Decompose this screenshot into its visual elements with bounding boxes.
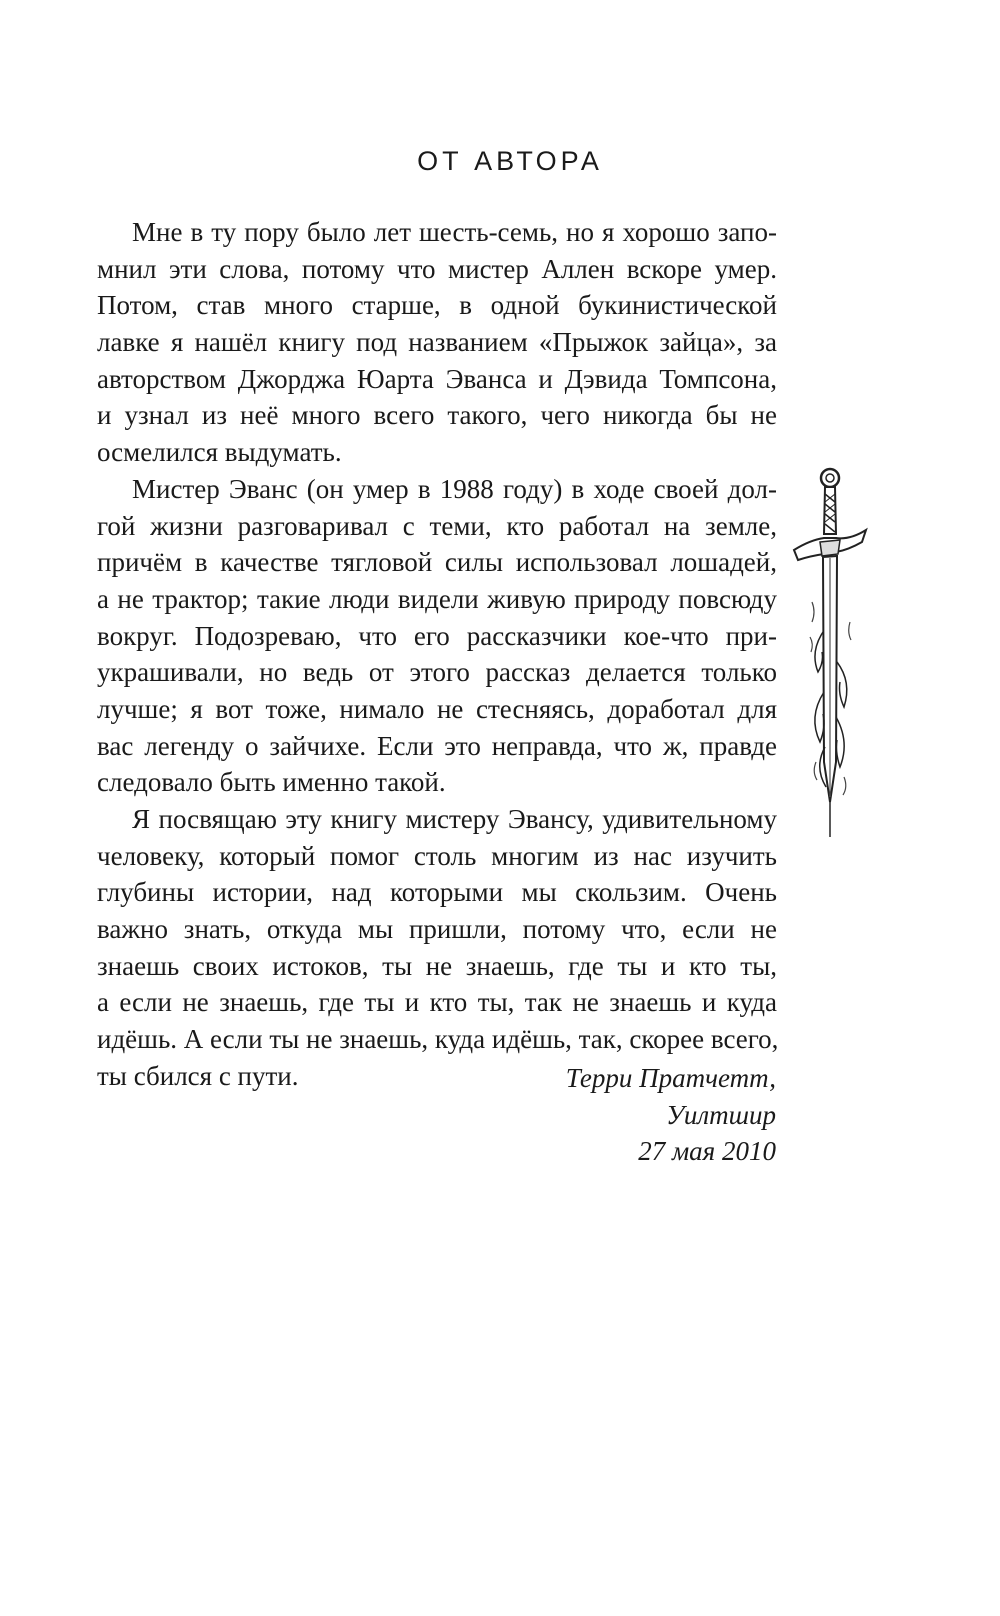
text-line: лучше; я вот тоже, нимало не стесняясь, доработал для — [97, 693, 777, 724]
signature-author: Терри Пратчетт, — [565, 1063, 776, 1093]
text-line: и узнал из неё много всего такого, чего никогда бы не — [97, 400, 777, 431]
text-line: идёшь. А если ты не знаешь, куда идёшь, так, скорее всего, — [97, 1024, 779, 1055]
text-line: важно знать, откуда мы пришли, потому что, если не — [97, 914, 777, 945]
signature-date: 27 мая 2010 — [638, 1136, 776, 1167]
text-line: лавке я нашёл книгу под названием «Прыжок зайца», за — [97, 327, 777, 358]
sword-icon — [790, 462, 870, 842]
text-line: вокруг. Подозреваю, что его рассказчики кое-что при- — [97, 620, 777, 651]
text-line: глубины истории, над которыми мы скользим. Очень — [97, 877, 777, 908]
signature-place: Уилтшир — [666, 1099, 776, 1130]
text-line: человеку, который помог столь многим из нас изучить — [97, 840, 777, 871]
text-line: гой жизни разговаривал с теми, кто работал на земле, — [97, 510, 777, 541]
text-line: следовало быть именно такой. — [97, 767, 446, 798]
text-line: Мне в ту пору было лет шесть-семь, но я хорошо запо- — [132, 217, 777, 247]
text-line: Мистер Эванс (он умер в 1988 году) в ходе своей дол- — [132, 473, 777, 504]
text-line: осмелился выдумать. — [97, 437, 342, 468]
text-line: а если не знаешь, где ты и кто ты, так не знаешь и куда — [97, 987, 777, 1018]
text-line: Потом, став много старше, в одной букинистической — [97, 290, 777, 321]
page-title: ОТ АВТОРА — [417, 146, 603, 176]
text-line: причём в качестве тягловой силы использовал лошадей, — [97, 547, 777, 578]
text-line: а не трактор; такие люди видели живую природу повсюду — [97, 583, 777, 614]
signature-block — [566, 1060, 776, 1170]
text-line: украшивали, но ведь от этого рассказ делается только — [97, 657, 777, 688]
body-text — [97, 214, 777, 1095]
text-line: ты сбился с пути. — [97, 1060, 299, 1091]
text-line: знаешь своих истоков, ты не знаешь, где ты и кто ты, — [97, 950, 777, 981]
text-line: мнил эти слова, потому что мистер Аллен вскоре умер. — [97, 253, 777, 284]
text-line: Я посвящаю эту книгу мистеру Эвансу, удивительному — [132, 804, 777, 834]
text-line: авторством Джорджа Юарта Эванса и Дэвида Томпсона, — [97, 363, 777, 394]
text-line: вас легенду о зайчихе. Если это неправда, что ж, правде — [97, 730, 777, 761]
